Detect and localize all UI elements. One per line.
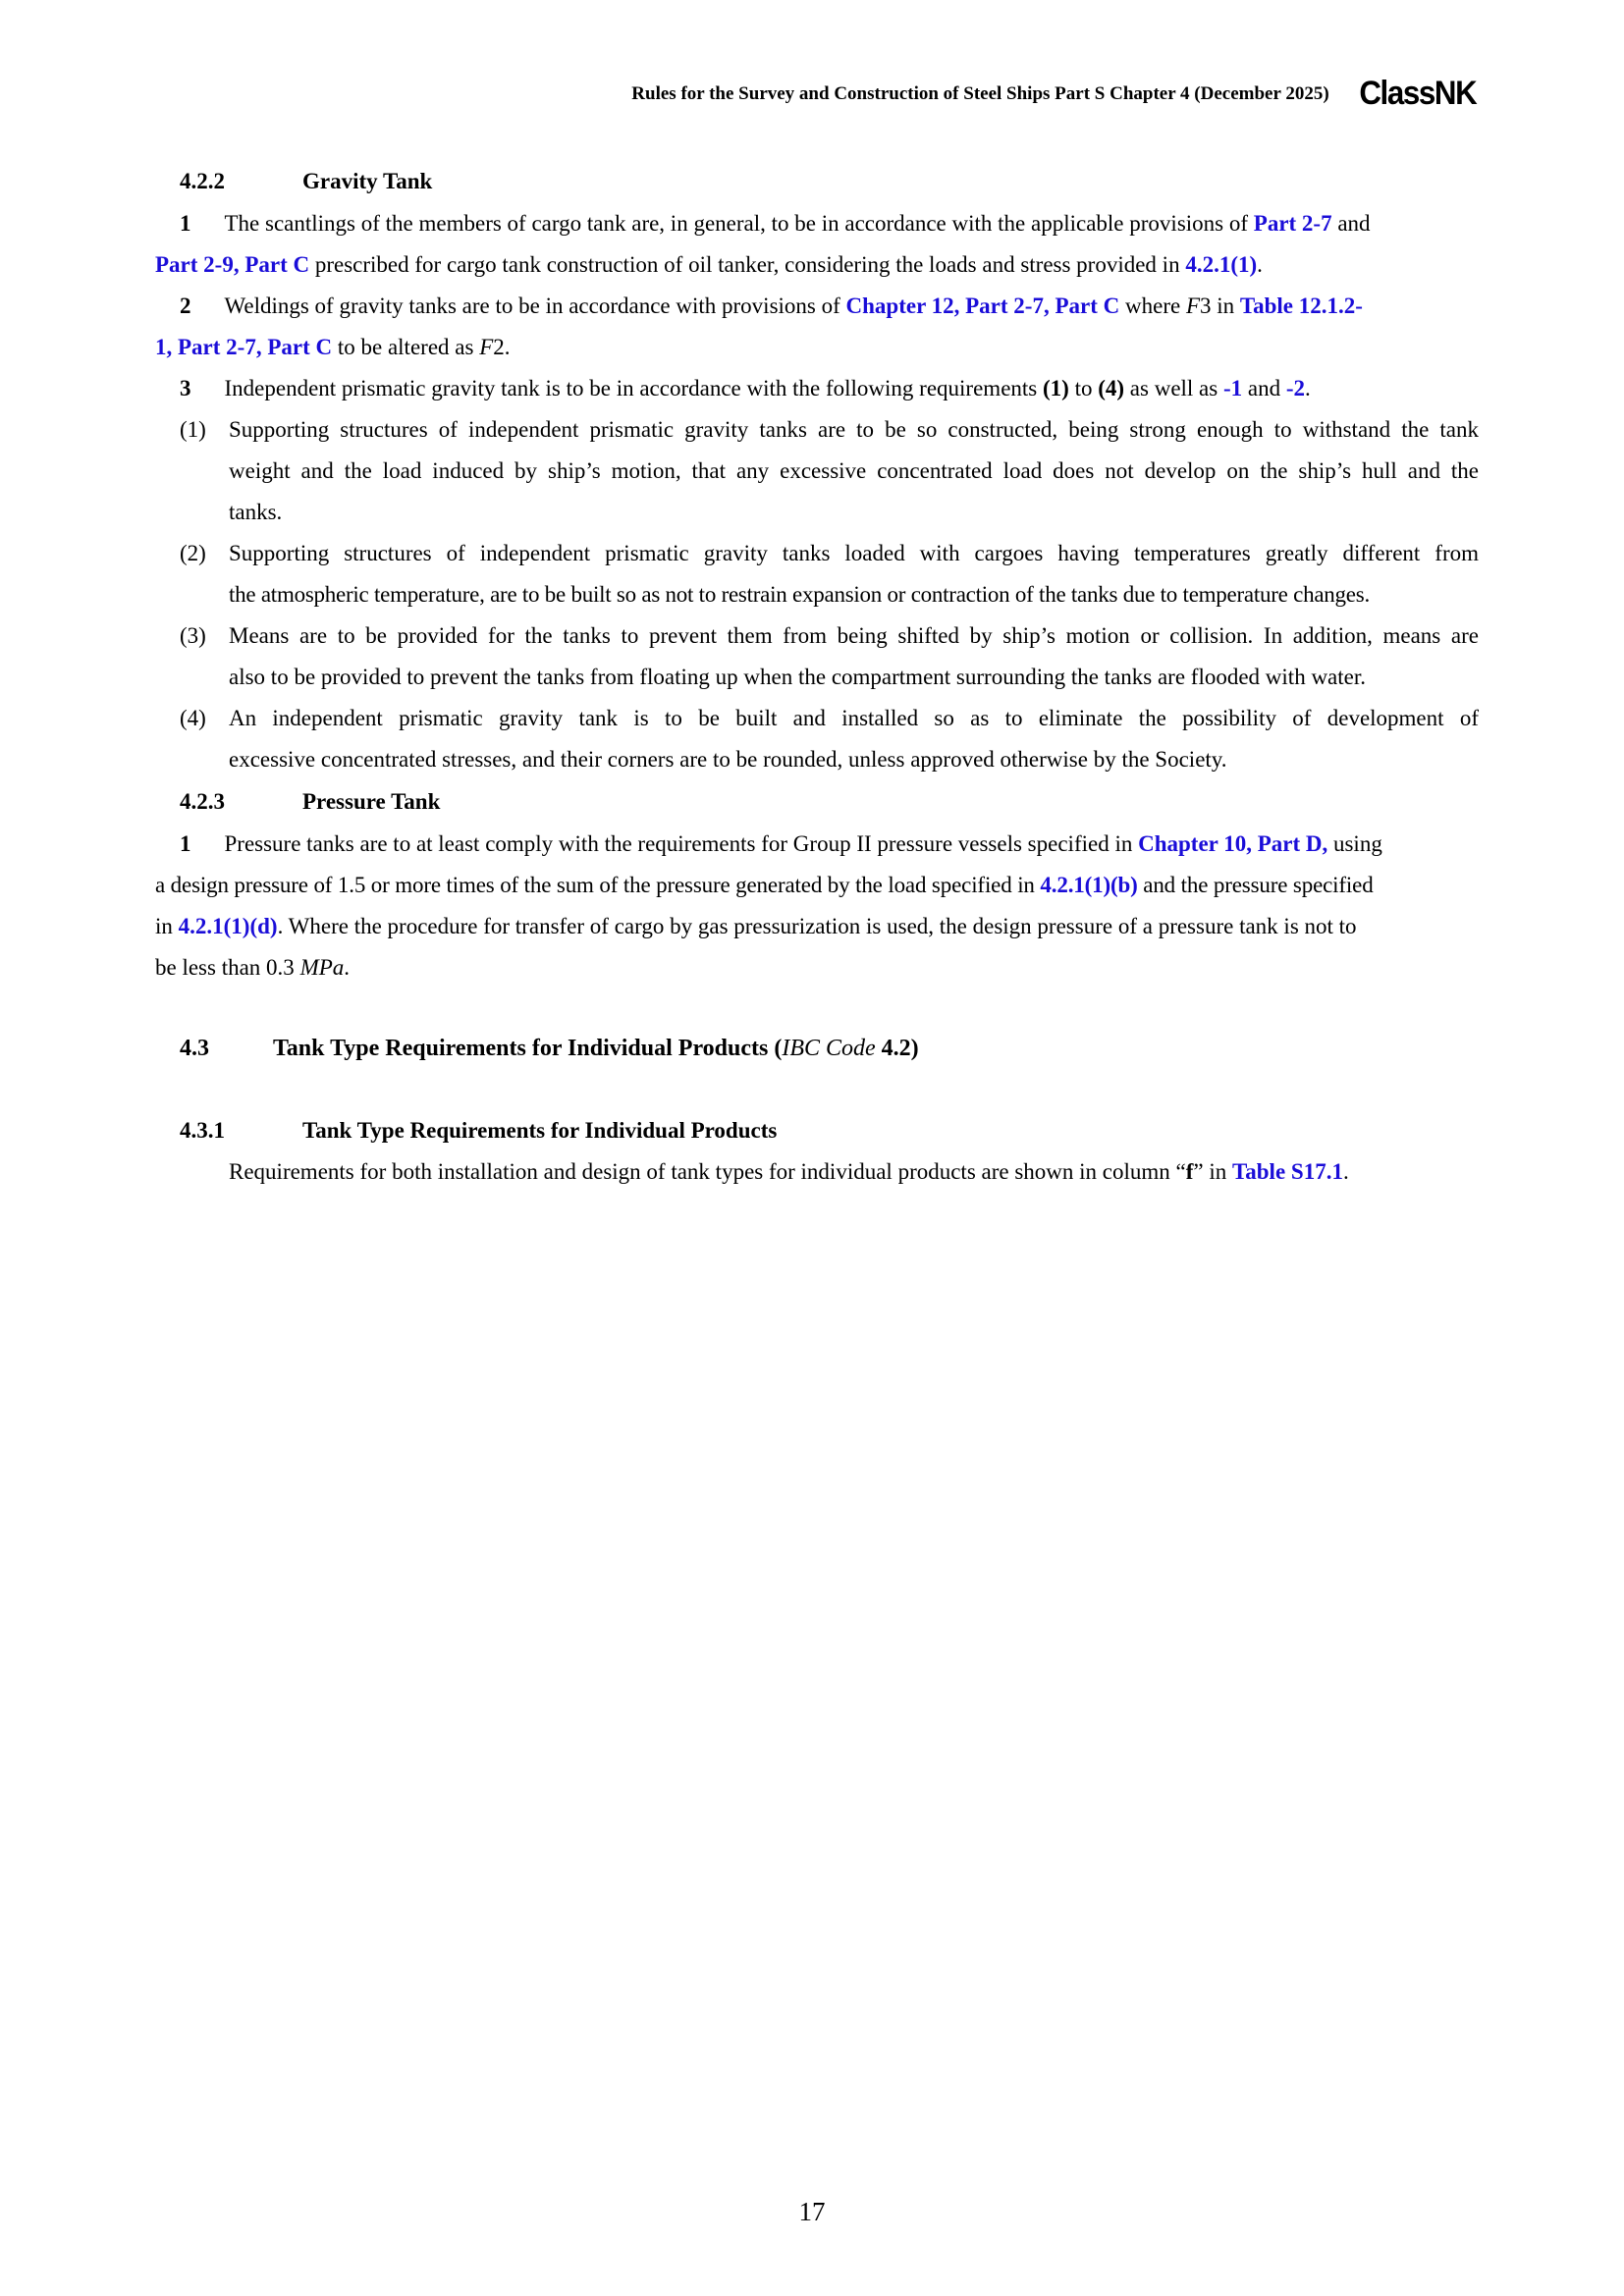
link-4-2-1-1-d[interactable]: 4.2.1(1)(d) bbox=[178, 914, 278, 938]
text: . bbox=[344, 955, 351, 980]
text: where bbox=[1119, 294, 1186, 318]
section-title: Tank Type Requirements for Individual Products bbox=[302, 1118, 778, 1143]
link-minus-2[interactable]: -2 bbox=[1285, 376, 1306, 400]
text: IBC Code bbox=[782, 1036, 876, 1061]
section-title: Pressure Tank bbox=[302, 789, 441, 814]
text: Independent prismatic gravity tank is to be in accordance with the following requirements bbox=[224, 376, 1043, 400]
symbol: 3 bbox=[1200, 294, 1212, 318]
text: Requirements for both installation and design of tank types for individual products are shown in column “ bbox=[229, 1159, 1186, 1184]
paragraph-line bbox=[180, 374, 1311, 403]
paragraph-line bbox=[229, 1157, 1349, 1187]
list-item-line: excessive concentrated stresses, and their corners are to be rounded, unless approved otherwise by the Society. bbox=[229, 747, 1227, 772]
text: (4) bbox=[1098, 376, 1125, 400]
link-4-2-1-1[interactable]: 4.2.1(1) bbox=[1185, 252, 1258, 277]
text: . bbox=[504, 335, 511, 359]
header-title: Rules for the Survey and Construction of Steel Ships Part S Chapter 4 (December 2025) bbox=[631, 82, 1329, 104]
classnk-logo: ClassNK bbox=[1359, 75, 1476, 112]
list-item-line: Means are to be provided for the tanks to prevent them from being shifted by ship’s motion or collision. In addition, means are bbox=[229, 623, 1479, 648]
paragraph-line bbox=[155, 871, 1374, 900]
text: in bbox=[1211, 294, 1240, 318]
section-number: 4.3 bbox=[180, 1036, 209, 1061]
text: (1) bbox=[1043, 376, 1069, 400]
list-item-number: (4) bbox=[180, 706, 206, 730]
link-minus-1[interactable]: -1 bbox=[1222, 376, 1243, 400]
text: as well as bbox=[1124, 376, 1223, 400]
list-item-number: (3) bbox=[180, 623, 206, 648]
symbol: F bbox=[479, 335, 494, 359]
unit: MPa bbox=[299, 955, 345, 980]
list-item-line: Supporting structures of independent prismatic gravity tanks loaded with cargoes having temperatures greatly different from bbox=[229, 541, 1479, 565]
text: Pressure tanks are to at least comply with the requirements for Group II pressure vessels specified in bbox=[224, 831, 1139, 856]
text: to bbox=[1068, 376, 1099, 400]
paragraph-line bbox=[180, 292, 1363, 321]
list-item-line: Supporting structures of independent prismatic gravity tanks are to be so constructed, being strong enough to withstand the tank bbox=[229, 417, 1479, 442]
text: in bbox=[155, 914, 179, 938]
text: f bbox=[1185, 1159, 1194, 1184]
paragraph-line bbox=[155, 250, 1263, 280]
text: Tank Type Requirements for Individual Products ( bbox=[273, 1036, 783, 1061]
list-item-line: tanks. bbox=[229, 500, 283, 524]
text: and the pressure specified bbox=[1137, 873, 1374, 897]
section-number: 4.2.2 bbox=[180, 169, 225, 193]
list-item-line: An independent prismatic gravity tank is to be built and installed so as to eliminate the possibility of development of bbox=[229, 706, 1479, 730]
list-item-number: (1) bbox=[180, 417, 206, 442]
text: . bbox=[1305, 376, 1311, 400]
text: using bbox=[1327, 831, 1382, 856]
text: to be altered as bbox=[332, 335, 480, 359]
section-number: 4.3.1 bbox=[180, 1118, 225, 1143]
text: The scantlings of the members of cargo tank are, in general, to be in accordance with the applicable provisions of bbox=[224, 211, 1254, 236]
link-part-2-7[interactable]: Part 2-7 bbox=[1253, 211, 1332, 236]
link-table-s17-1[interactable]: Table S17.1 bbox=[1232, 1159, 1343, 1184]
paragraph-number: 1 bbox=[180, 831, 191, 856]
text: prescribed for cargo tank construction of oil tanker, considering the loads and stress provided in bbox=[309, 252, 1186, 277]
symbol: F bbox=[1185, 294, 1200, 318]
text: and bbox=[1331, 211, 1371, 236]
list-item-number: (2) bbox=[180, 541, 206, 565]
paragraph-number: 2 bbox=[180, 294, 191, 318]
paragraph-line bbox=[155, 953, 350, 983]
text: 4.2) bbox=[875, 1036, 919, 1061]
section-title: Gravity Tank bbox=[302, 169, 433, 193]
text: a design pressure of 1.5 or more times of the sum of the pressure generated by the load specified in bbox=[155, 873, 1041, 897]
text: . bbox=[1257, 252, 1263, 277]
page-header bbox=[631, 75, 1476, 113]
link-4-2-1-1-b[interactable]: 4.2.1(1)(b) bbox=[1040, 873, 1138, 897]
text: . bbox=[1342, 1159, 1349, 1184]
link-table-12-1-2-1-cont[interactable]: 1, Part 2-7, Part C bbox=[155, 335, 333, 359]
paragraph-number: 1 bbox=[180, 211, 191, 236]
text: ” in bbox=[1193, 1159, 1233, 1184]
symbol: 2 bbox=[493, 335, 505, 359]
text: be less than 0.3 bbox=[155, 955, 300, 980]
text: . Where the procedure for transfer of cargo by gas pressurization is used, the design pressure of a pressure tank is not to bbox=[277, 914, 1357, 938]
list-item-line: weight and the load induced by ship’s motion, that any excessive concentrated load does not develop on the ship’s hull and the bbox=[229, 458, 1479, 483]
paragraph-line bbox=[155, 333, 511, 362]
paragraph-line bbox=[180, 209, 1479, 239]
list-item-line: the atmospheric temperature, are to be built so as not to restrain expansion or contraction of the tanks due to temperature changes. bbox=[229, 582, 1370, 607]
link-table-12-1-2-1[interactable]: Table 12.1.2- bbox=[1239, 294, 1363, 318]
text: and bbox=[1242, 376, 1286, 400]
paragraph-number: 3 bbox=[180, 376, 191, 400]
list-item-line: also to be provided to prevent the tanks from floating up when the compartment surrounding the tanks are flooded with water. bbox=[229, 665, 1367, 689]
paragraph-line bbox=[180, 829, 1479, 859]
link-chapter-10-part-d[interactable]: Chapter 10, Part D, bbox=[1138, 831, 1328, 856]
section-number: 4.2.3 bbox=[180, 789, 225, 814]
text: Weldings of gravity tanks are to be in accordance with provisions of bbox=[224, 294, 846, 318]
link-part-2-9-part-c[interactable]: Part 2-9, Part C bbox=[155, 252, 310, 277]
link-chapter-12[interactable]: Chapter 12, Part 2-7, Part C bbox=[845, 294, 1120, 318]
paragraph-line bbox=[155, 912, 1357, 941]
page-number: 17 bbox=[798, 2197, 826, 2226]
section-title bbox=[273, 1036, 919, 1062]
